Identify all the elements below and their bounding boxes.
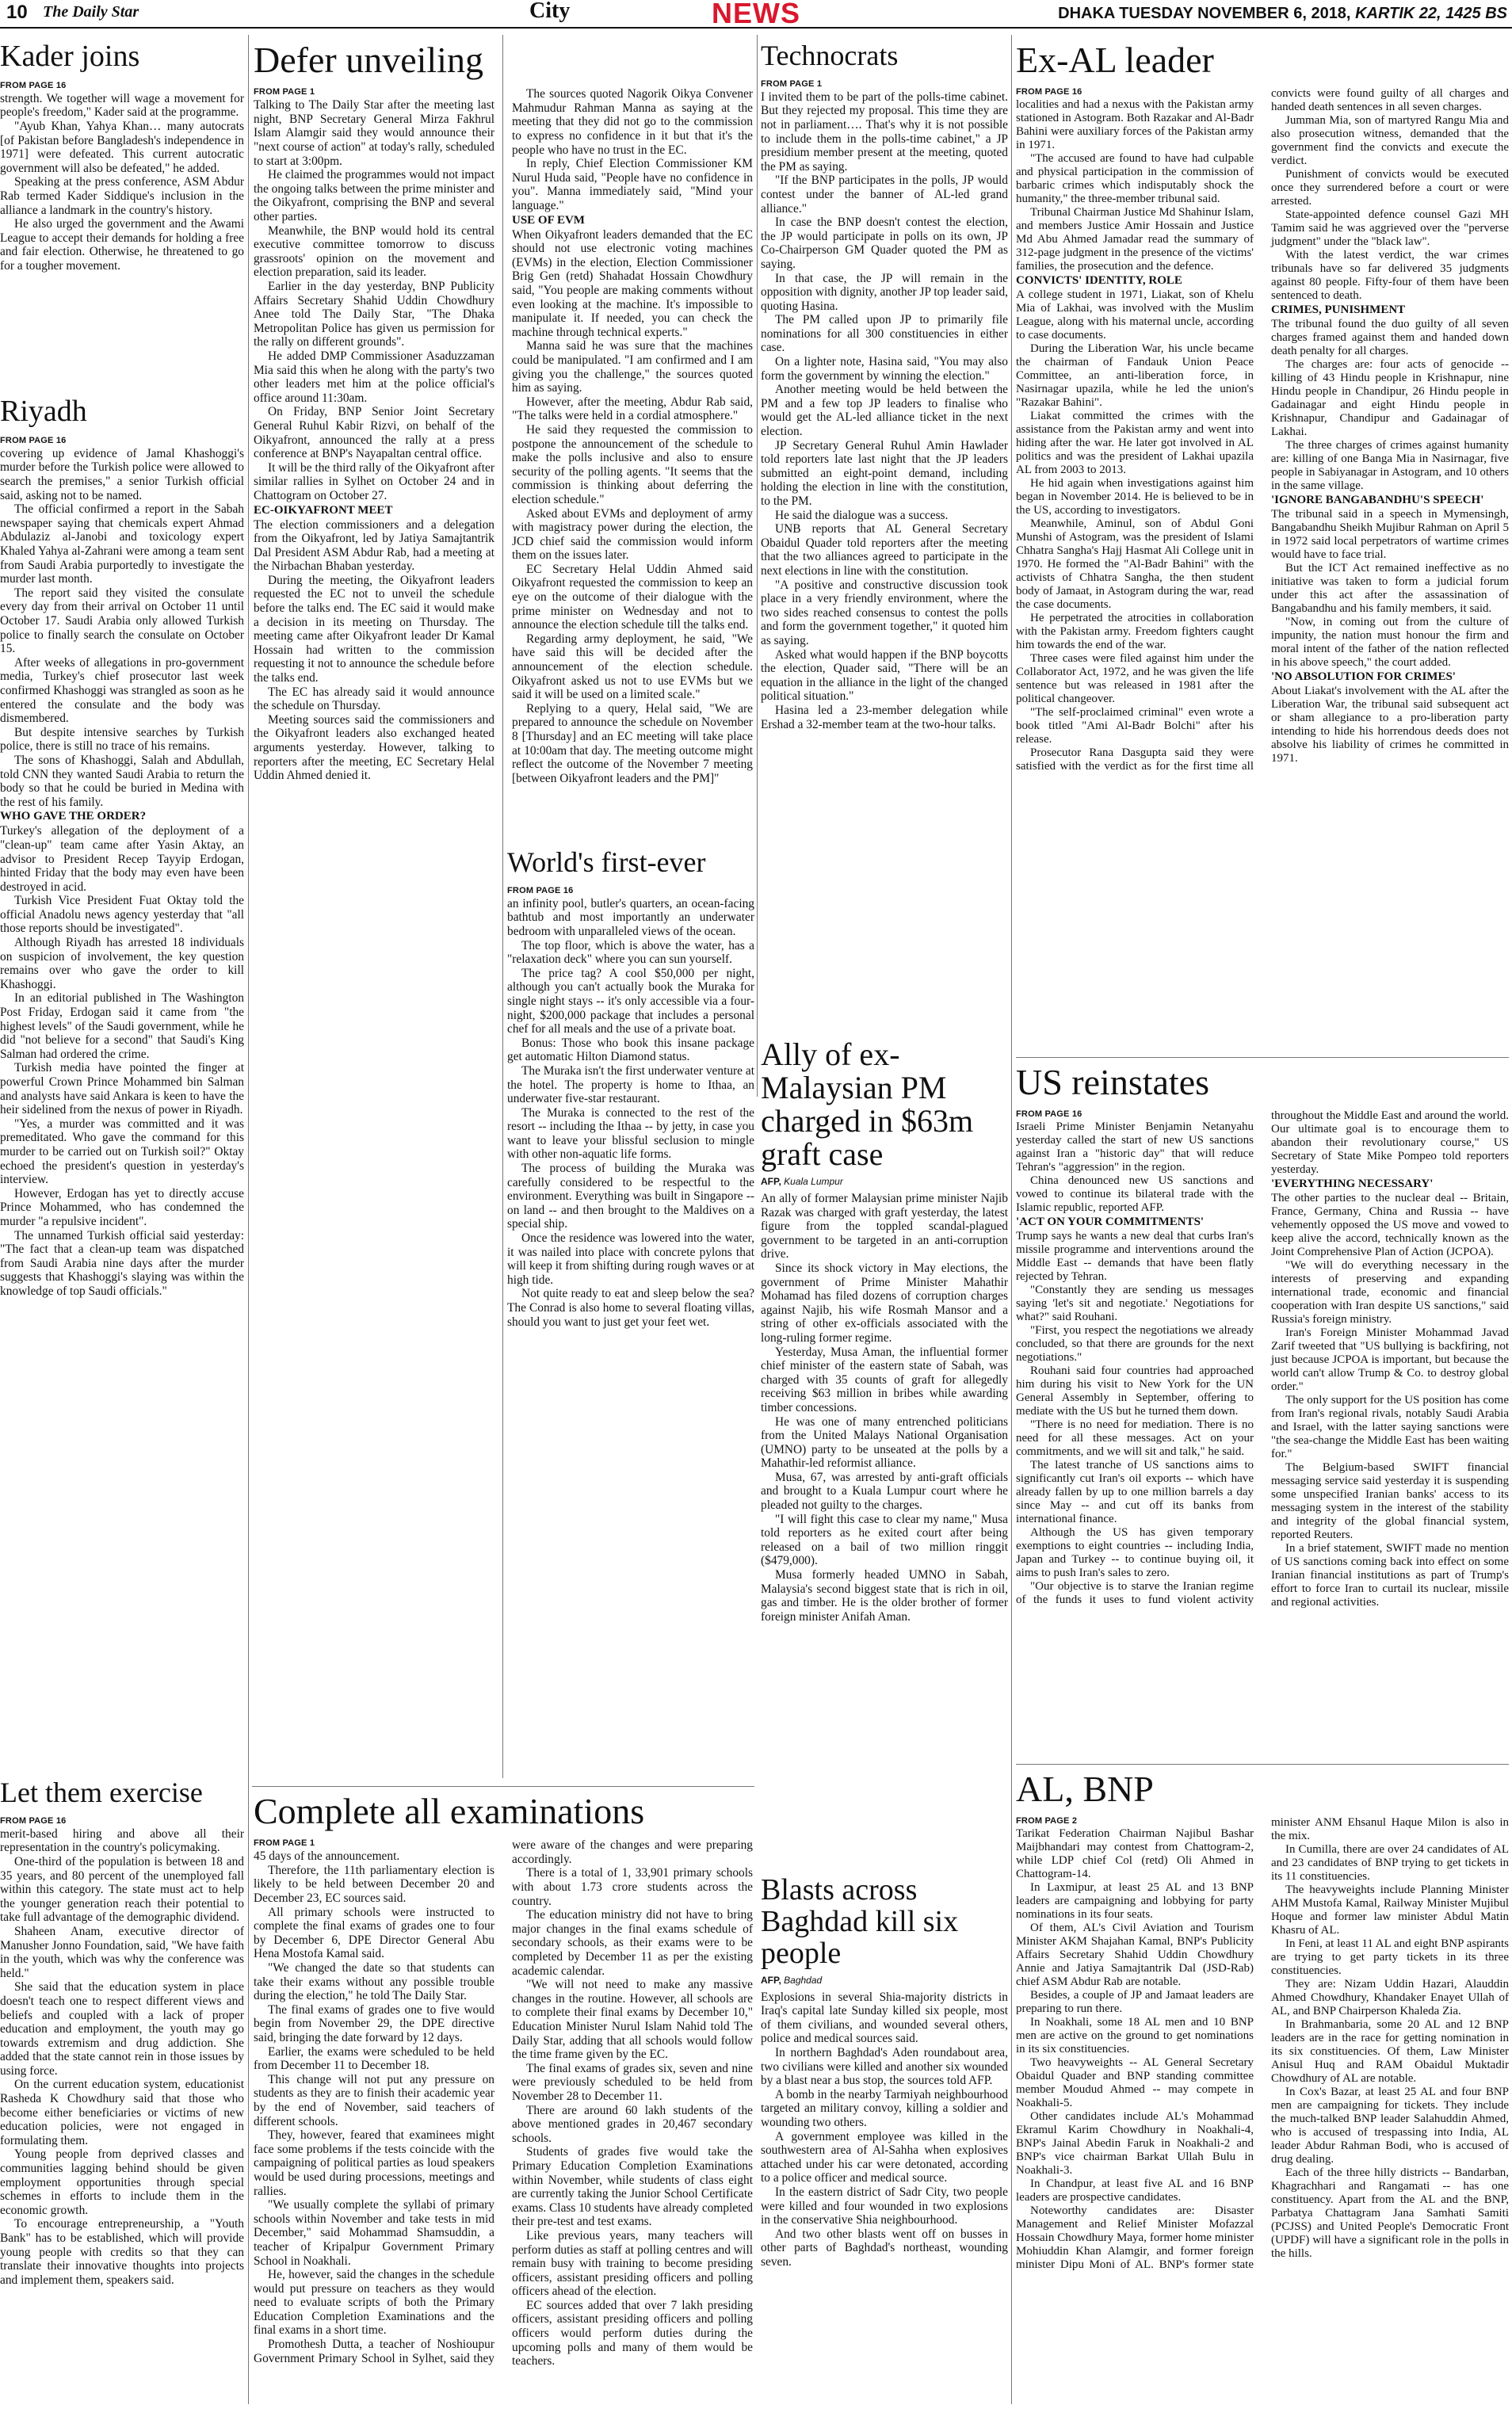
paragraph: After weeks of allegations in pro-government media, Turkey's chief prosecutor last week confirmed Khashoggi was strangled as soon as he entered the consulate and the body was dismembered. [0, 655, 244, 726]
paragraph: Once the residence was lowered into the water, it was nailed into place with concrete pylons that will keep it from shifting during rough waves or at high tide. [507, 1231, 754, 1287]
paragraph: The only support for the US position has come from Iran's regional rivals, notably Saudi Arabia and Israel, with the latter saying sanctions were "the sea-change the Middle East has been waiting for." [1271, 1394, 1509, 1461]
headline: US reinstates [1016, 1062, 1210, 1102]
story-al-bnp [1016, 1770, 1509, 2272]
paragraph: In Cox's Bazar, at least 25 AL and four BNP men are campaigning for tickets. They include the much-talked BNP leader Salahuddin Ahmed, who is accused of trespassing into India, AL leader Abdur Rahman Bodi, who is accused of drug dealing. [1271, 2086, 1509, 2166]
story-worlds-first-ever [507, 848, 754, 1329]
paragraph: There is a total of 1, 33,901 primary schools with about 1.73 crore students across the country. [512, 1866, 753, 1908]
paragraph: The charges are: four acts of genocide -- killing of 43 Hindu people in Krishnapur, nine Hindu people in Chandipur, 26 Hindu people in Gadainagar and eight Hindu people in Krishnapur, Chandipur and Gadainagar of Lakhai. [1271, 358, 1509, 439]
paragraph: I invited them to be part of the polls-time cabinet. But they rejected my proposal. This time they are not in parliament…. That's why it is not possible to include them in the polls-time cabinet," a JP presidium member present at the meeting, quoted the PM as saying. [761, 90, 1008, 174]
story-ex-al-leader [1016, 41, 1509, 773]
paragraph: EC Secretary Helal Uddin Ahmed said Oikyafront requested the commission to keep an eye on the outcome of their dialogue with the prime minister on Wednesday and not to announce the election schedule till the talks end. [512, 562, 753, 632]
paragraph: The final exams of grades one to five would begin from November 29, the DPE directive said, bringing the date forward by 12 days. [254, 2002, 494, 2045]
paragraph: An ally of former Malaysian prime minister Najib Razak was charged with graft yesterday, the latest figure from the toppled scandal-plagued government to be targeted in an anti-corruption drive. [761, 1192, 1008, 1262]
paragraph: "Ayub Khan, Yahya Khan… many autocrats [of Pakistan before Bangladesh's independence in 1971] were defeated. This current autocratic government will also be defeated," he added. [0, 120, 244, 175]
story-complete-all-examinations [254, 1792, 753, 2368]
subhead: 'NO ABSOLUTION FOR CRIMES' [1271, 670, 1456, 684]
paragraph: The unnamed Turkish official said yesterday: "The fact that a clean-up team was dispatched from Saudi Arabia nine days after the murder suggests that Khashoggi's slaying was within the knowledge of top Saudi officials." [0, 1228, 244, 1298]
byline: AFP, Baghdad [761, 1974, 823, 1986]
article-body [761, 1192, 1008, 1624]
paragraph: Speaking at the press conference, ASM Abdur Rab termed Kader Siddique's inclusion in the alliance a landmark in the country's history. [0, 175, 244, 217]
paragraph: merit-based hiring and above all their representation in the country's policymaking. [0, 1826, 244, 1855]
paragraph: Prosecutor Rana Dasgupta said they were satisfied with the verdict as for the first time all convicts were found guilty of all charges and handed death sentences in all seven charges. [1016, 87, 1509, 773]
paragraph: In case the BNP doesn't contest the election, the JP would participate in polls on its own, JP Co-Chairperson GM Quader quoted the PM as saying. [761, 216, 1008, 271]
paragraph: The official confirmed a report in the Sabah newspaper saying that chemicals expert Ahmad Abdulaziz al-Janobi and toxicology expert Khaled Yahya al-Zahrani were among a team sent from Saudi Arabia purportedly to investigate the murder last month. [0, 502, 244, 586]
jump-line: FROM PAGE 16 [507, 885, 574, 895]
article-body [761, 90, 1008, 731]
paragraph: He said they requested the commission to postpone the announcement of the schedule to make the polls inclusive and also to ensure security of the polling agents. "It seems that the commission is thinking about deferring the election schedule." [512, 422, 753, 506]
paragraph: "A positive and constructive discussion took place in a very friendly environment, where the two sides reached consensus to contest the polls and form the government together," it quoted him as saying. [761, 578, 1008, 647]
page-number: 10 [6, 2, 28, 23]
paragraph: Punishment of convicts would be executed once they surrendered before a court or were arrested. [1271, 168, 1509, 208]
paragraph: Another meeting would be held between the PM and a few top JP leaders to finalise who would get the AL-led alliance ticket in the next election. [761, 383, 1008, 439]
subhead: 'IGNORE BANGABANDHU'S SPEECH' [1271, 494, 1484, 507]
paragraph: In Laxmipur, at least 25 AL and 13 BNP leaders are campaigning and lobbying for party nominations in its four seats. [1016, 1881, 1254, 1922]
paragraph: But the ICT Act remained ineffective as no initiative was taken to form a judicial forum under this act after the assassination of Bangabandhu and his family members, it said. [1271, 562, 1509, 616]
paragraph: However, after the meeting, Abdur Rab said, "The talks were held in a cordial atmosphere." [512, 395, 753, 423]
paragraph: Other candidates include AL's Mohammad Ekramul Karim Chowdhury in Noakhali-4, BNP's Jainal Abedin Faruk in Noakhali-2 and BNP's vice chairman Barkat Ullah Bulu in Noakhali-3. [1016, 2110, 1254, 2178]
jump-line: FROM PAGE 1 [254, 87, 315, 97]
paragraph: The top floor, which is above the water, has a "relaxation deck" where you can sun yourself. [507, 938, 754, 967]
paragraph: Since its shock victory in May elections, the government of Prime Minister Mahathir Mohamad has filed dozens of corruption charges against Najib, his wife Rosmah Mansor and a string of other ex-officials associated with the long-ruling former regime. [761, 1261, 1008, 1345]
paragraph: With the latest verdict, the war crimes tribunals have so far delivered 35 judgments against 80 people. Fifty-four of them have been sentenced to death. [1271, 249, 1509, 303]
paragraph: Meeting sources said the commissioners and the Oikyafront leaders also exchanged heated arguments yesterday. However, talking to reporters after the meeting, EC Secretary Helal Uddin Ahmed denied it. [254, 712, 494, 783]
paragraph: Bonus: Those who book this insane package get automatic Hilton Diamond status. [507, 1036, 754, 1064]
paragraph: Meanwhile, the BNP would hold its central executive committee tomorrow to discuss grassroots' opinion on the movement and election preparation, said its leader. [254, 223, 494, 280]
paragraph: They are: Nizam Uddin Hazari, Alauddin Ahmed Chowdhury, Khandaker Enayet Ullah of AL, and BNP Chairperson Khaleda Zia. [1271, 1978, 1509, 2018]
paragraph: The other parties to the nuclear deal -- Britain, France, Germany, China and Russia -- have vehemently opposed the US move and vowed to keep alive the accord, technically known as the Joint Comprehensive Plan of Action (JCPOA). [1271, 1192, 1509, 1259]
headline: Ex-AL leader [1016, 40, 1214, 80]
paragraph: Talking to The Daily Star after the meeting last night, BNP Secretary General Mirza Fakhrul Islam Alamgir said they would announce their "next course of action" at today's rally, scheduled to start at 3:00pm. [254, 98, 494, 168]
paragraph: "We changed the date so that students can take their exams without any possible trouble during the election," he told The Daily Star. [254, 1961, 494, 2003]
paragraph: In northern Baghdad's Aden roundabout area, two civilians were killed and another six wounded by a blast near a bus stop, the sources told AFP. [761, 2046, 1008, 2088]
paragraph: Although Riyadh has arrested 18 individuals on suspicion of involvement, the key question remains over who gave the order to kill Khashoggi. [0, 936, 244, 991]
paragraph: The final exams of grades six, seven and nine were previously scheduled to be held from November 28 to December 11. [512, 2061, 753, 2103]
article-body [254, 1838, 753, 2368]
article-body [0, 447, 244, 1299]
subhead: EC-OIKYAFRONT MEET [254, 503, 393, 517]
paragraph: Besides, a couple of JP and Jamaat leaders are preparing to run there. [1016, 1989, 1254, 2016]
dateline: DHAKA TUESDAY NOVEMBER 6, 2018, KARTIK 22, 1425 BS [1058, 5, 1507, 22]
headline: Let them exercise [0, 1777, 203, 1808]
story-ally-of-ex-malaysian-pm [761, 1038, 1008, 1624]
headline: Complete all examinations [254, 1791, 645, 1831]
paragraph: "Our objective is to starve the Iranian regime of the funds it uses to fund violent activity throughout the Middle East and around the world. Our ultimate goal is to encourage them to abandon their revolutionary course," US Secretary of State Mike Pompeo told reporters yesterday. [1016, 1109, 1509, 1607]
paragraph: EC sources added that over 7 lakh presiding officers, assistant presiding officers and polling officers would perform duties during the upcoming polls and many of them would be teachers. [512, 2298, 753, 2368]
paragraph: But despite intensive searches by Turkish police, there is still no trace of his remains. [0, 725, 244, 754]
paragraph: The Muraka isn't the first underwater venture at the hotel. The property is home to Ithaa, an underwater five-star restaurant. [507, 1063, 754, 1106]
paragraph: On a lighter note, Hasina said, "You may also form the government by winning the election." [761, 355, 1008, 383]
paragraph: localities and had a nexus with the Pakistan army stationed in Astogram. Both Razakar and Al-Badr Bahini were auxiliary forces of the Pakistan army in 1971. [1016, 98, 1254, 152]
section-tag: NEWS [712, 0, 800, 29]
paragraph: Asked about EVMs and deployment of army with magistracy power during the election, the JCD chief said the commission would inform them on the issues later. [512, 506, 753, 563]
paragraph: JP Secretary General Ruhul Amin Hawlader told reporters late last night that the JP leaders submitted an eight-point demand, including holding the election in line with the constitution, to the PM. [761, 438, 1008, 509]
paragraph: Young people from deprived classes and communities lagging behind should be given employment opportunities through special schemes in efforts to include them in the economic growth. [0, 2147, 244, 2217]
paragraph: About Liakat's involvement with the AL after the Liberation War, the tribunal said subsequent act or sham allegiance to a pro-liberation party intending to hide his horrendous deeds does not absolve his liability of crimes he committed in 1971. [1271, 685, 1509, 765]
paragraph: Noteworthy candidates are: Disaster Management and Relief Minister Mofazzal Hossain Chowdhury Maya, former home minister Mohiuddin Khan Alamgir, and former foreign minister Dipu Moni of AL. BNP's former state minister ANM Ehsanul Haque Milon is also in the mix. [1016, 1816, 1509, 2272]
paragraph: To encourage entrepreneurship, a "Youth Bank" has to be established, which will provide young people with credits so that they can translate their innovative thoughts into projects and implement them, speakers said. [0, 2217, 244, 2287]
paragraph: Earlier in the day yesterday, BNP Publicity Affairs Secretary Shahid Uddin Chowdhury Anee told The Daily Star, "The Dhaka Metropolitan Police has given us permission for the rally on different grounds". [254, 280, 494, 349]
paragraph: 45 days of the announcement. [254, 1849, 400, 1864]
subhead: CRIMES, PUNISHMENT [1271, 303, 1406, 317]
article-body [1016, 87, 1509, 773]
article-body [0, 92, 244, 273]
paragraph: The Belgium-based SWIFT financial messaging service said yesterday it is suspending some unspecified Iranian banks' access to its messaging system in the interest of the stability and integrity of the global financial system, reported Reuters. [1271, 1461, 1509, 1542]
paragraph: Hasina led a 23-member delegation while Ershad a 32-member team at the two-hour talks. [761, 703, 1008, 731]
paragraph: Liakat committed the crimes with the assistance from the Pakistan army and went into hiding after the war. He later got involved in AL politics and was the president of Lakhai upazila AL from 2003 to 2013. [1016, 410, 1254, 477]
paragraph: The PM called upon JP to primarily file nominations for all 300 constituencies in either case. [761, 313, 1008, 355]
paragraph: The three charges of crimes against humanity are: killing of one Banga Mia in Nasirnagar, five people in Sabiyanagar in Astogram, and 10 others in the same village. [1271, 439, 1509, 493]
paragraph: In that case, the JP will remain in the opposition with dignity, another JP top leader said, quoting Hasina. [761, 271, 1008, 313]
paper-name: The Daily Star [43, 3, 139, 21]
column-rule [248, 35, 249, 2404]
jump-line: FROM PAGE 1 [254, 1838, 315, 1849]
paragraph: Manna said he was sure that the machines could be manipulated. "I am confirmed and I am giving you the challenge," the sources quoted him as saying. [512, 339, 753, 395]
paragraph: The tribunal found the duo guilty of all seven charges framed against them and handed down death penalty for all charges. [1271, 318, 1509, 358]
paragraph: A college student in 1971, Liakat, son of Khelu Mia of Lakhai, was involved with the Muslim League, along with his maternal uncle, according to case documents. [1016, 288, 1254, 342]
paragraph: In Feni, at least 11 AL and eight BNP aspirants are trying to get party tickets in its three constituencies. [1271, 1937, 1509, 1978]
paragraph: He, however, said the changes in the schedule would put pressure on teachers as they would need to evaluate scripts of both the Primary Education Completion Examinations and the final exams in a short time. [254, 2268, 494, 2338]
paragraph: "Constantly they are sending us messages saying 'let's sit and negotiate.' Negotiations for what?" said Rouhani. [1016, 1284, 1254, 1324]
paragraph: The election commissioners and a delegation from the Oikyafront, led by Jatiya Samajtantrik Dal President ASM Abdur Rab, had a meeting at the Nirbachan Bhaban yesterday. [254, 517, 494, 574]
jump-line: FROM PAGE 1 [761, 78, 823, 89]
subhead: 'EVERYTHING NECESSARY' [1271, 1178, 1434, 1191]
paragraph: Iran's Foreign Minister Mohammad Javad Zarif tweeted that "US bullying is backfiring, not just because JCPOA is important, but because the world can't allow Trump & Co. to destroy global order." [1271, 1326, 1509, 1394]
headline: Kader joins [0, 40, 140, 73]
paragraph: Students of grades five would take the Primary Education Completion Examinations within November, while students of class eight are currently taking the Junior School Certificate exams. Class 10 students have already completed their pre-test and test exams. [512, 2145, 753, 2229]
article-body [254, 87, 753, 785]
story-riyadh [0, 396, 244, 1299]
paragraph: Rouhani said four countries had approached him during his visit to New York for the UN General Assembly in September, offering to mediate with the US but he turned them down. [1016, 1365, 1254, 1418]
paragraph: In Noakhali, some 18 AL men and 10 BNP men are active on the ground to get nominations in its six constituencies. [1016, 2016, 1254, 2056]
paragraph: Tribunal Chairman Justice Md Shahinur Islam, and members Justice Amir Hossain and Justice Md Abu Ahmed Jamadar read the summary of 312-page judgment in the presence of the victims' families, the prosecution and the defence. [1016, 206, 1254, 273]
paragraph: "The self-proclaimed criminal" even wrote a book titled "Ami Al-Badr Bolchi" after his release. [1016, 706, 1254, 746]
article-body [507, 897, 754, 1329]
paragraph: Trump says he wants a new deal that curbs Iran's missile programme and interventions around the Middle East -- demands that have been flatly rejected by Tehran. [1016, 1230, 1254, 1284]
paragraph: However, Erdogan has yet to directly accuse Prince Mohammed, who has condemned the murder "a repulsive incident". [0, 1186, 244, 1228]
paragraph: In an editorial published in The Washington Post Friday, Erdogan said it came from "the highest levels" of the Saudi government, while he did "not believe for a second" that Saudi's King Salman had ordered the crime. [0, 991, 244, 1061]
paragraph: UNB reports that AL General Secretary Obaidul Quader told reporters after the meeting that the two alliances agreed to participate in the next elections in line with the constitution. [761, 522, 1008, 578]
paragraph: "We will do everything necessary in the interests of preserving and expanding international trade, economic and financial cooperation with Iran despite US sanctions," said Russia's foreign ministry. [1271, 1259, 1509, 1326]
byline: AFP, Kuala Lumpur [761, 1176, 843, 1187]
paragraph: Of them, AL's Civil Aviation and Tourism Minister AKM Shajahan Kamal, BNP's Publicity Affairs Secretary Shahid Uddin Chowdhury Annie and Jatiya Samajtantrik Dal (JSD-Rab) chief ASM Abdur Rab are notable. [1016, 1922, 1254, 1989]
paragraph: She said that the education system in place doesn't teach one to respect different views and beliefs and coupled with a lack of proper education and employment, the youth may go towards extremism and drug addiction. She added that the state cannot rein in those issues by using force. [0, 1980, 244, 2078]
paragraph: Israeli Prime Minister Benjamin Netanyahu yesterday called the start of new US sanctions against Iran a "historic day" that will reduce Tehran's "aggression" in the region. [1016, 1120, 1254, 1174]
paragraph: China denounced new US sanctions and vowed to continue its bilateral trade with the Islamic republic, reported AFP. [1016, 1174, 1254, 1215]
paragraph: In Chandpur, at least five AL and 16 BNP leaders are prospective candidates. [1016, 2178, 1254, 2204]
paragraph: He hid again when investigations against him began in November 2014. He is believed to be in the US, according to investigators. [1016, 477, 1254, 517]
paragraph: The education ministry did not have to bring major changes in the final exams schedule of secondary schools, as their exams were to be completed by December 11 as per the existing academic calendar. [512, 1908, 753, 1978]
paragraph: They, however, feared that examinees might face some problems if the tests coincide with the campaigning of political parties as loud speakers would be used during processions, meetings and rallies. [254, 2128, 494, 2198]
subhead: CONVICTS' IDENTITY, ROLE [1016, 274, 1182, 288]
paragraph: And two other blasts went off on busses in other parts of Baghdad's northeast, wounding seven. [761, 2227, 1008, 2269]
masthead [0, 0, 1512, 29]
paragraph: Musa, 67, was arrested by anti-graft officials and brought to a Kuala Lumpur court where he pleaded not guilty to the charges. [761, 1470, 1008, 1513]
paragraph: Promothesh Dutta, a teacher of Noshioupur Government Primary School in Sylhet, said they were aware of the changes and were preparing accordingly. [254, 1838, 753, 2365]
jump-line: FROM PAGE 16 [0, 435, 67, 445]
paragraph: He claimed the programmes would not impact the ongoing talks between the prime minister and the Oikyafront, comprising the BNP and several other parties. [254, 168, 494, 224]
paragraph: During the Liberation War, his uncle became the chairman of Fandauk Union Peace Committee, an anti-liberation force, in Nasirnagar upazila, while he led the union's "Razakar Bahini". [1016, 342, 1254, 410]
paragraph: All primary schools were instructed to complete the final exams of grades one to four by December 6, DPE Director General Abu Hena Mostofa Kamal said. [254, 1905, 494, 1961]
headline: World's first-ever [507, 846, 706, 878]
paragraph: "I will fight this case to clear my name," Musa told reporters as he exited court after being released on a bail of two million ringgit ($479,000). [761, 1512, 1008, 1568]
article-body [1016, 1109, 1509, 1609]
subhead: WHO GAVE THE ORDER? [0, 810, 147, 823]
story-kader-joins [0, 41, 244, 273]
paragraph: In Brahmanbaria, some 20 AL and 12 BNP leaders are in the race for getting nomination in its six constituencies. Of them, Law Minister Anisul Huq and RAM Obaidul Muktadir Chowdhury of AL are notable. [1271, 2018, 1509, 2086]
paragraph: Therefore, the 11th parliamentary election is likely to be held between December 20 and December 23, EC sources said. [254, 1863, 494, 1906]
paragraph: "There is no need for mediation. There is no need for all these messages. Act on your commitments, and we will sit and talk," he said. [1016, 1418, 1254, 1459]
jump-line: FROM PAGE 2 [1016, 1816, 1078, 1826]
paragraph: He was one of many entrenched politicians from the United Malays National Organisation (UMNO) party to be unseated at the polls by a Mahathir-led reformist alliance. [761, 1414, 1008, 1471]
paragraph: Although the US has given temporary exemptions to eight countries -- including India, Japan and Turkey -- to continue buying oil, it aims to push Iran's sales to zero. [1016, 1526, 1254, 1580]
paragraph: In the eastern district of Sadr City, two people were killed and four wounded in two explosions in the conservative Shia neighbourhood. [761, 2185, 1008, 2227]
paragraph: In Cumilla, there are over 24 candidates of AL and 23 candidates of BNP trying to get tickets in its 11 constituencies. [1271, 1843, 1509, 1884]
paragraph: There are around 60 lakh students of the above mentioned grades in 20,467 secondary schools. [512, 2103, 753, 2145]
subhead: USE OF EVM [512, 213, 585, 227]
paragraph: Asked what would happen if the BNP boycotts the election, Quader said, "There will be an equation in the alliance in the light of the changed political situation." [761, 647, 1008, 704]
column-rule [1011, 35, 1012, 2404]
jump-line: FROM PAGE 16 [1016, 87, 1082, 97]
paragraph: covering up evidence of Jamal Khashoggi's murder before the Turkish police were allowed to search the premises," a senior Turkish official said, asking not to be named. [0, 446, 244, 502]
paragraph: Turkey's allegation of the deployment of a "clean-up" team came after Yasin Aktay, an advisor to President Recep Tayyip Erdogan, hinted Friday that the body may even have been destroyed in acid. [0, 824, 244, 894]
section-rule [252, 1786, 754, 1787]
paragraph: On Friday, BNP Senior Joint Secretary General Ruhul Kabir Rizvi, on behalf of the Oikyafront, announced the rally at a press conference at BNP's Nayapaltan central office. [254, 405, 494, 461]
section-rule [1016, 1764, 1509, 1765]
paragraph: The tribunal said in a speech in Mymensingh, Bangabandhu Sheikh Mujibur Rahman on April 5 in 1972 said local perpetrators of wartime crimes would have to face trial. [1271, 508, 1509, 562]
paragraph: The process of building the Muraka was carefully considered to be respectful to the environment. Everything was built in Singapore -- on land -- and then brought to the Maldives on a special ship. [507, 1162, 754, 1231]
story-blasts-across-baghdad [761, 1875, 1008, 2269]
headline: Ally of ex-Malaysian PM charged in $63m graft case [761, 1036, 974, 1172]
paragraph: Turkish Vice President Fuat Oktay told the official Anadolu news agency yesterday that "all those reports should be investigated". [0, 894, 244, 936]
paragraph: "Yes, a murder was committed and it was premeditated. Who gave the command for this murder to be carried out on Turkish soil?" Oktay echoed the president's question in yesterday's interview. [0, 1116, 244, 1187]
paragraph: On the current education system, educationist Rasheda K Chowdhury said that those who become either beneficiaries or victims of new education policies, were not engaged in formulating them. [0, 2078, 244, 2147]
paragraph: "If the BNP participates in the polls, JP would contest under the banner of AL-led grand alliance." [761, 174, 1008, 216]
paragraph: Earlier, the exams were scheduled to be held from December 11 to December 18. [254, 2044, 494, 2073]
paragraph: A bomb in the nearby Tarmiyah neighbourhood targeted an military convoy, killing a soldier and wounding two others. [761, 2087, 1008, 2130]
paragraph: The Muraka is connected to the rest of the resort -- including the Ithaa -- by jetty, in case you want to leave your blissful seclusion to mingle with other non-aquatic life forms. [507, 1105, 754, 1162]
article-body [0, 1827, 244, 2288]
paragraph: A government employee was killed in the southwestern area of Al-Sahha when explosives attached under his car were detonated, according to a police officer and medical source. [761, 2129, 1008, 2185]
paragraph: He said the dialogue was a success. [775, 508, 949, 522]
paragraph: The EC has already said it would announce the schedule on Thursday. [254, 685, 494, 713]
paragraph: One-third of the population is between 18 and 35 years, and 80 percent of the unemployed fall within this category. The state must act to help the younger generation reach their potential to take full advantage of the demographic dividend. [0, 1854, 244, 1925]
paragraph: "We usually complete the syllabi of primary schools within November and take tests in mid December," said Mohammad Shamsuddin, a teacher of Kripalpur Government Primary School in Noakhali. [254, 2198, 494, 2268]
paragraph: In a brief statement, SWIFT made no mention of US sanctions coming back into effect on some Iranian financial institutions as part of Trump's effort to force Iran to curtail its nuclear, missile and regional activities. [1271, 1542, 1509, 1609]
paragraph: This change will not put any pressure on students as they are to finish their academic year by the end of November, said teachers of different schools. [254, 2072, 494, 2128]
paragraph: Replying to a query, Helal said, "We are prepared to announce the schedule on November 8 [Thursday] and an EC meeting will take place at 10:00am that day. The meeting outcome might reflect the outcome of the November 7 meeting [between Oikyafront leaders and the PM]" [512, 701, 753, 785]
paragraph: "The accused are found to have had culpable and physical participation in the commission of barbaric crimes which indisputably shock the humanity," the three-member tribunal said. [1016, 152, 1254, 206]
paragraph: State-appointed defence counsel Gazi MH Tamim said he was aggrieved over the "perverse judgment" under the "black law". [1271, 208, 1509, 249]
paragraph: Not quite ready to eat and sleep below the sea? The Conrad is also home to several floating villas, should you want to just get your feet wet. [507, 1287, 754, 1329]
paragraph: The report said they visited the consulate every day from their arrival on October 11 until October 17. Saudi Arabia only allowed Turkish police to finally search the consulate on October 15. [0, 586, 244, 656]
headline: Blasts across Baghdad kill six people [761, 1873, 959, 1970]
section-title: City [529, 0, 571, 23]
paragraph: During the meeting, the Oikyafront leaders requested the EC not to unveil the schedule before the talks end. The EC said it would make a decision in its meeting on Thursday. The meeting came after Oikyafront leader Dr Kamal Hossain had written to the commission requesting it not to announce the schedule before the talks end. [254, 573, 494, 685]
story-defer-unveiling [254, 41, 753, 785]
paragraph: Yesterday, Musa Aman, the influential former chief minister of the eastern state of Sabah, was charged with 35 counts of graft for allegedly receiving $63 million in bribes while awarding timber concessions. [761, 1345, 1008, 1414]
paragraph: The sons of Khashoggi, Salah and Abdullah, told CNN they wanted Saudi Arabia to return the body so that he could be buried in Medina with the rest of his family. [0, 753, 244, 809]
paragraph: The sources quoted Nagorik Oikya Convener Mahmudur Rahman Manna as saying at the meeting that they did not go to the commission to express no confidence in it but that it's the people who have no trust in the EC. [512, 87, 753, 157]
paragraph: Turkish media have pointed the finger at powerful Crown Prince Mohammed bin Salman and analysts have said Ankara is keen to have the heir sidelined from the nexus of power in Riyadh. [0, 1061, 244, 1117]
story-technocrats [761, 41, 1008, 731]
paragraph: The heavyweights include Planning Minister AHM Mustofa Kamal, Railway Minister Mujibul Hoque and former law minister Abdul Matin Khasru of AL. [1271, 1884, 1509, 1937]
paragraph: strength. We together will wage a movement for people's freedom," Kader said at the programme. [0, 91, 244, 120]
headline: AL, BNP [1016, 1769, 1154, 1809]
paragraph: Each of the three hilly districts -- Bandarban, Khagrachhari and Rangamati -- has one constituency. Apart from the AL and the BNP, Parbatya Chattagram Jana Samhati Samiti (PCJSS) and United People's Democratic Front (UPDF) will have a significant role in the polls in the hills. [1271, 2166, 1509, 2261]
paragraph: Two heavyweights -- AL General Secretary Obaidul Quader and BNP standing committee member Moudud Ahmed -- may compete in Noakhali-5. [1016, 2056, 1254, 2110]
jump-line: FROM PAGE 16 [0, 1815, 67, 1826]
headline: Defer unveiling [254, 40, 483, 80]
paragraph: It will be the third rally of the Oikyafront after similar rallies in Sylhet on October 24 and in Chattogram on October 27. [254, 460, 494, 502]
jump-line: FROM PAGE 16 [0, 80, 67, 90]
subhead: 'ACT ON YOUR COMMITMENTS' [1016, 1216, 1205, 1229]
story-us-reinstates [1016, 1063, 1509, 1609]
paragraph: He also urged the government and the Awami League to accept their demands for holding a free and fair election. Otherwise, he threatened to go for a tougher movement. [0, 217, 244, 273]
paragraph: Jumman Mia, son of martyred Rangu Mia and also prosecution witness, demanded that the government find the convicts and execute the verdict. [1271, 114, 1509, 168]
headline: Technocrats [761, 40, 899, 71]
paragraph: He perpetrated the atrocities in collaboration with the Pakistan army. Freedom fighters caught him towards the end of the war. [1016, 612, 1254, 652]
paragraph: "First, you respect the negotiations we already concluded, so that there are grounds for the next negotiations." [1016, 1324, 1254, 1365]
article-body [1016, 1816, 1509, 2272]
column-rule [757, 35, 758, 1097]
paragraph: "Now, in coming out from the culture of impunity, the nation must honour the firm and moral intent of the father of the nation reflected in his above speech," the court added. [1271, 616, 1509, 670]
paragraph: When Oikyafront leaders demanded that the EC should not use electronic voting machines (EVMs) in the election, Election Commissioner Brig Gen (retd) Shahadat Hossain Chowdhury said, "You people are making comments without even looking at the machine. It's impossible to manipulate it. If needed, you can check the machine through technical experts." [512, 227, 753, 339]
paragraph: In reply, Chief Election Commissioner KM Nurul Huda said, "People have no confidence in you". Manna immediately said, "Mind your language." [512, 157, 753, 213]
paragraph: Three cases were filed against him under the Collaborator Act, 1972, and he was given the life sentence but was released in 1981 after the political changeover. [1016, 652, 1254, 706]
headline: Riyadh [0, 395, 87, 428]
paragraph: Tarikat Federation Chairman Najibul Bashar Maijbhandari may contest from Chattogram-2, while LDP chief Col (retd) Oli Ahmed in Chattogram-14. [1016, 1827, 1254, 1881]
paragraph: Explosions in several Shia-majority districts in Iraq's capital late Sunday killed six people, most of them civilians, and wounded several others, police and medical sources said. [761, 1990, 1008, 2046]
section-rule [1016, 1057, 1509, 1058]
paragraph: Like previous years, many teachers will perform duties as staff at polling centres and will remain busy with training to become presiding officers, assistant presiding officers and polling officers ahead of the election. [512, 2228, 753, 2299]
jump-line: FROM PAGE 16 [1016, 1109, 1082, 1120]
paragraph: Meanwhile, Aminul, son of Abdul Goni Munshi of Astogram, was the president of Islami Chhatra Sangha's Hajj Hasmat Ali College unit in 1970. He formed the "Al-Badr Bahini" with the activists of Chhatra Sangha, the then student body of Jamaat, in Astogram during the war, read the case documents. [1016, 517, 1254, 612]
paragraph: an infinity pool, butler's quarters, an ocean-facing bathtub and most importantly an underwater bedroom with unparalleled views of the ocean. [507, 896, 754, 938]
paragraph: Musa formerly headed UMNO in Sabah, Malaysia's second biggest state that is rich in oil, gas and timber. He is the older brother of former foreign minister Anifah Aman. [761, 1568, 1008, 1624]
story-let-them-exercise [0, 1778, 244, 2287]
paragraph: He added DMP Commissioner Asaduzzaman Mia said this when he along with the party's two other leaders met him at the police official's office around 11:30am. [254, 349, 494, 405]
paragraph: Shaheen Anam, executive director of Manusher Jonno Foundation, said, "We have faith in the youth, which was why the conference was held." [0, 1924, 244, 1980]
paragraph: "We will not need to make any massive changes in the routine. However, all schools are to complete their final exams by December 10," Education Minister Nurul Islam Nahid told The Daily Star, adding that all schools would follow the time frame given by the EC. [512, 1978, 753, 2062]
article-body [761, 1991, 1008, 2269]
paragraph: Regarding army deployment, he said, "We have said this will be decided after the announcement of the election schedule. Oikyafront asked us not to use EVMs but we said it will be used on a limited scale." [512, 632, 753, 702]
paragraph: The price tag? A cool $50,000 per night, although you can't actually book the Muraka for single night stays -- it's only accessible via a four-night, $200,000 package that includes a personal chef for all meals and the use of a private boat. [507, 966, 754, 1036]
paragraph: The latest tranche of US sanctions aims to significantly cut Iran's oil exports -- which have already fallen by up to one million barrels a day since May -- and cut off its banks from international finance. [1016, 1459, 1254, 1526]
